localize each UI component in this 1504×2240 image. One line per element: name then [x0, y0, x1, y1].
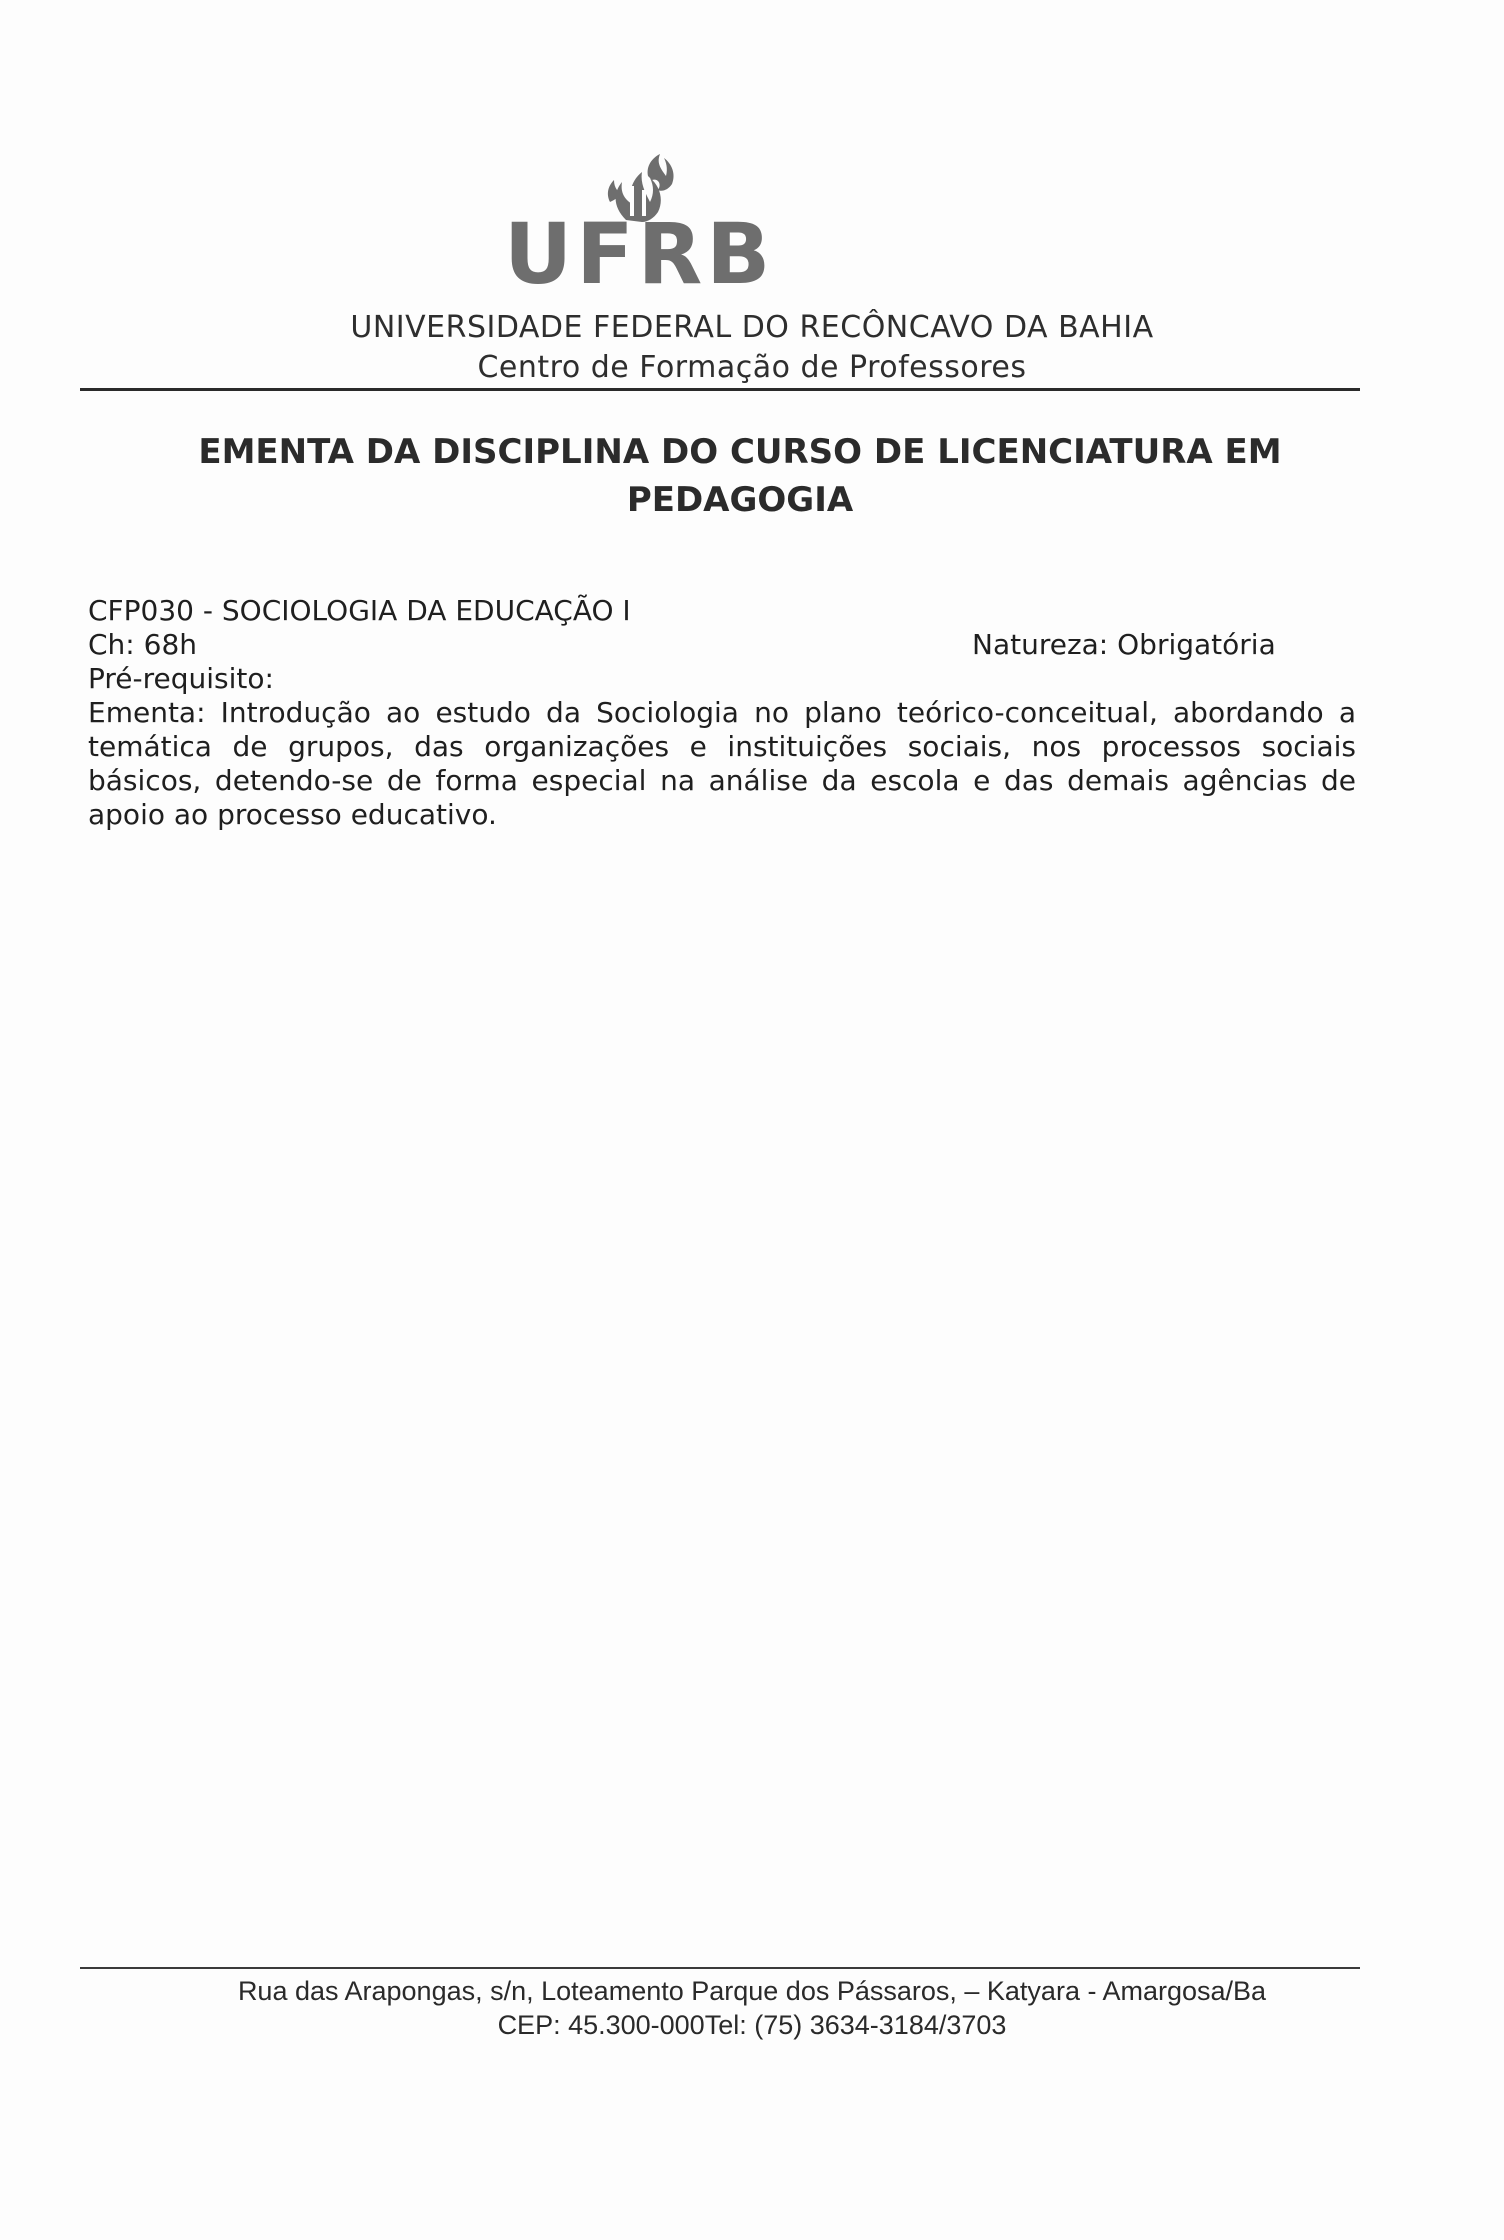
page-title: EMENTA DA DISCIPLINA DO CURSO DE LICENCIATURA EM PEDAGOGIA	[198, 432, 1282, 520]
course-code-name: CFP030 - SOCIOLOGIA DA EDUCAÇÃO I	[88, 594, 631, 627]
course-syllabus: Ementa: Introdução ao estudo da Sociologia no plano teórico-conceitual, abordando a temática de grupos, das organizações e instituições sociais, nos processos sociais básicos, detendo-se de forma especial na análise da escola e das demais agências de apoio ao processo educativo.	[88, 696, 1356, 831]
university-name: UNIVERSIDADE FEDERAL DO RECÔNCAVO DA BAHIA	[350, 310, 1154, 345]
ufrb-logo	[504, 150, 775, 303]
course-meta-row	[88, 628, 1356, 662]
course-prerequisite: Pré-requisito:	[88, 662, 274, 695]
footer-address: Rua das Arapongas, s/n, Loteamento Parque dos Pássaros, – Katyara - Amargosa/Ba	[237, 1976, 1267, 2006]
course-nature: Natureza: Obrigatória	[972, 628, 1276, 661]
course-details	[88, 594, 1356, 832]
logo-wordmark: UFRB	[504, 205, 775, 303]
course-workload: Ch: 68h	[88, 628, 198, 661]
footer-divider	[80, 1967, 1360, 1969]
footer	[0, 1974, 1504, 2042]
footer-contact: CEP: 45.300-000Tel: (75) 3634-3184/3703	[497, 2010, 1007, 2040]
center-name: Centro de Formação de Professores	[477, 350, 1027, 385]
header-divider	[80, 388, 1360, 391]
